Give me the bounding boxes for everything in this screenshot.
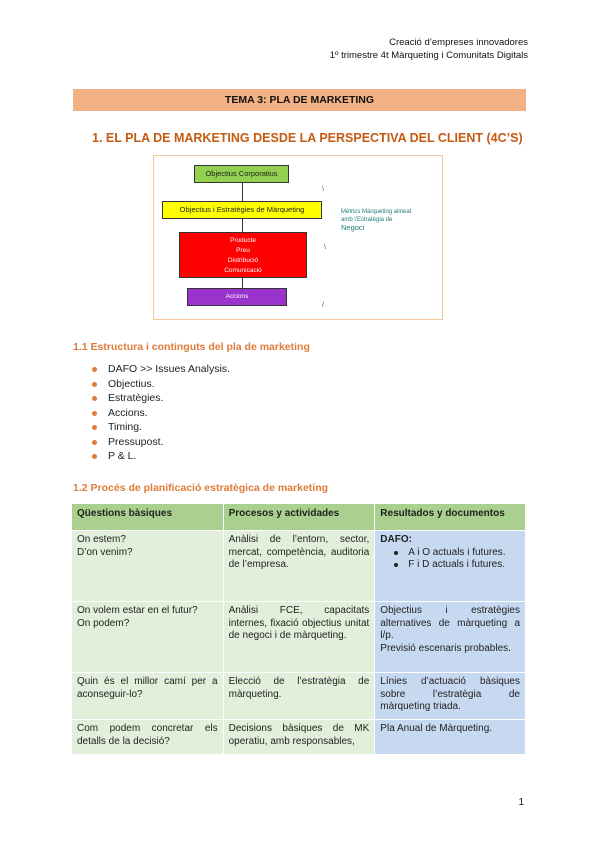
diagram-mix-communication: Comunicació [224, 267, 262, 274]
diagram-connector [242, 219, 243, 232]
subsection-1-2-title: 1.2 Procés de planificació estratègica de marketing [73, 482, 329, 494]
list-item: Pressupost. [90, 435, 230, 450]
plan-contents-list [90, 362, 230, 464]
diagram-note-line: Mètrics Màrqueting alineat [341, 209, 412, 215]
diagram-box-marketing-mix [179, 232, 307, 278]
diagram-note [341, 208, 431, 232]
subsection-1-1-title: 1.1 Estructura i continguts del pla de marketing [73, 341, 310, 353]
table-row [72, 720, 526, 755]
cell-line: On podem? [77, 617, 130, 629]
diagram-connector [242, 183, 243, 201]
table-cell: Anàlisi de l’entorn, sector, mercat, competència, auditoria de l’empresa. [223, 531, 375, 602]
dafo-title: DAFO: [380, 534, 412, 545]
list-item: A i O actuals i futures. [380, 547, 520, 560]
page-header [330, 36, 528, 62]
table-cell [375, 602, 526, 673]
table-row [72, 602, 526, 673]
table-cell: Pla Anual de Màrqueting. [375, 720, 526, 755]
table-header-cell: Procesos y actividades [223, 504, 375, 531]
cell-line: On volem estar en el futur? [77, 605, 198, 616]
marketing-plan-diagram [153, 155, 443, 320]
tema-title-bar: TEMA 3: PLA DE MARKETING [73, 89, 526, 111]
diagram-box-actions: Accions [187, 288, 287, 306]
diagram-connector [242, 278, 243, 288]
list-item: F i D actuals i futures. [380, 559, 520, 572]
section-1-title: 1. EL PLA DE MARKETING DESDE LA PERSPECTIVA DEL CLIENT (4C’S) [92, 131, 523, 145]
page-number: 1 [518, 797, 524, 808]
diagram-mix-distribution: Distribució [227, 257, 259, 264]
diagram-box-marketing-objectives: Objectius i Estratègies de Màrqueting [162, 201, 322, 219]
table-cell: Com podem concretar els detalls de la decisió? [72, 720, 224, 755]
table-row [72, 673, 526, 720]
diagram-mix-product: Producte [229, 237, 257, 244]
diagram-box-corporate-objectives: Objectius Corporatius [194, 165, 289, 183]
table-cell [375, 531, 526, 602]
list-item: P & L. [90, 449, 230, 464]
diagram-bracket-mark: \ [322, 186, 324, 193]
list-item: Accions. [90, 406, 230, 421]
list-item: Estratègies. [90, 391, 230, 406]
diagram-bracket-mark: / [322, 302, 324, 309]
header-term: 1º trimestre 4t Màrqueting i Comunitats Digitals [329, 50, 528, 61]
diagram-mix-price: Preu [236, 247, 250, 254]
cell-line: On estem? [77, 534, 126, 545]
list-item: Timing. [90, 420, 230, 435]
table-cell: Anàlisi FCE, capacitats internes, fixació objectius unitat de negoci i de màrqueting. [223, 602, 375, 673]
list-item: Objectius. [90, 377, 230, 392]
planning-process-table [71, 503, 526, 755]
table-header-cell: Resultados y documentos [375, 504, 526, 531]
header-course: Creació d’empreses innovadores [389, 37, 528, 48]
cell-line: D’on venim? [77, 546, 133, 558]
table-cell [72, 602, 224, 673]
table-cell: Quin és el millor camí per a aconseguir-lo? [72, 673, 224, 720]
table-cell: Decisions bàsiques de MK operatiu, amb responsables, [223, 720, 375, 755]
table-cell: Elecció de l’estratègia de màrqueting. [223, 673, 375, 720]
diagram-note-line: Negoci [341, 223, 365, 232]
cell-line: Objectius i estratègies alternatives de màrqueting a l/p. [380, 605, 520, 641]
table-header-cell: Qüestions bàsiques [72, 504, 224, 531]
table-cell: Línies d’actuació bàsiques sobre l’estratègia de màrqueting triada. [375, 673, 526, 720]
diagram-note-line: amb l’Estratègia de [341, 217, 393, 223]
dafo-list [380, 547, 520, 572]
table-row [72, 531, 526, 602]
table-cell [72, 531, 224, 602]
diagram-bracket-mark: \ [324, 244, 326, 251]
cell-line: Previsió escenaris probables. [380, 642, 511, 654]
list-item: DAFO >> Issues Analysis. [90, 362, 230, 377]
table-header-row [72, 504, 526, 531]
